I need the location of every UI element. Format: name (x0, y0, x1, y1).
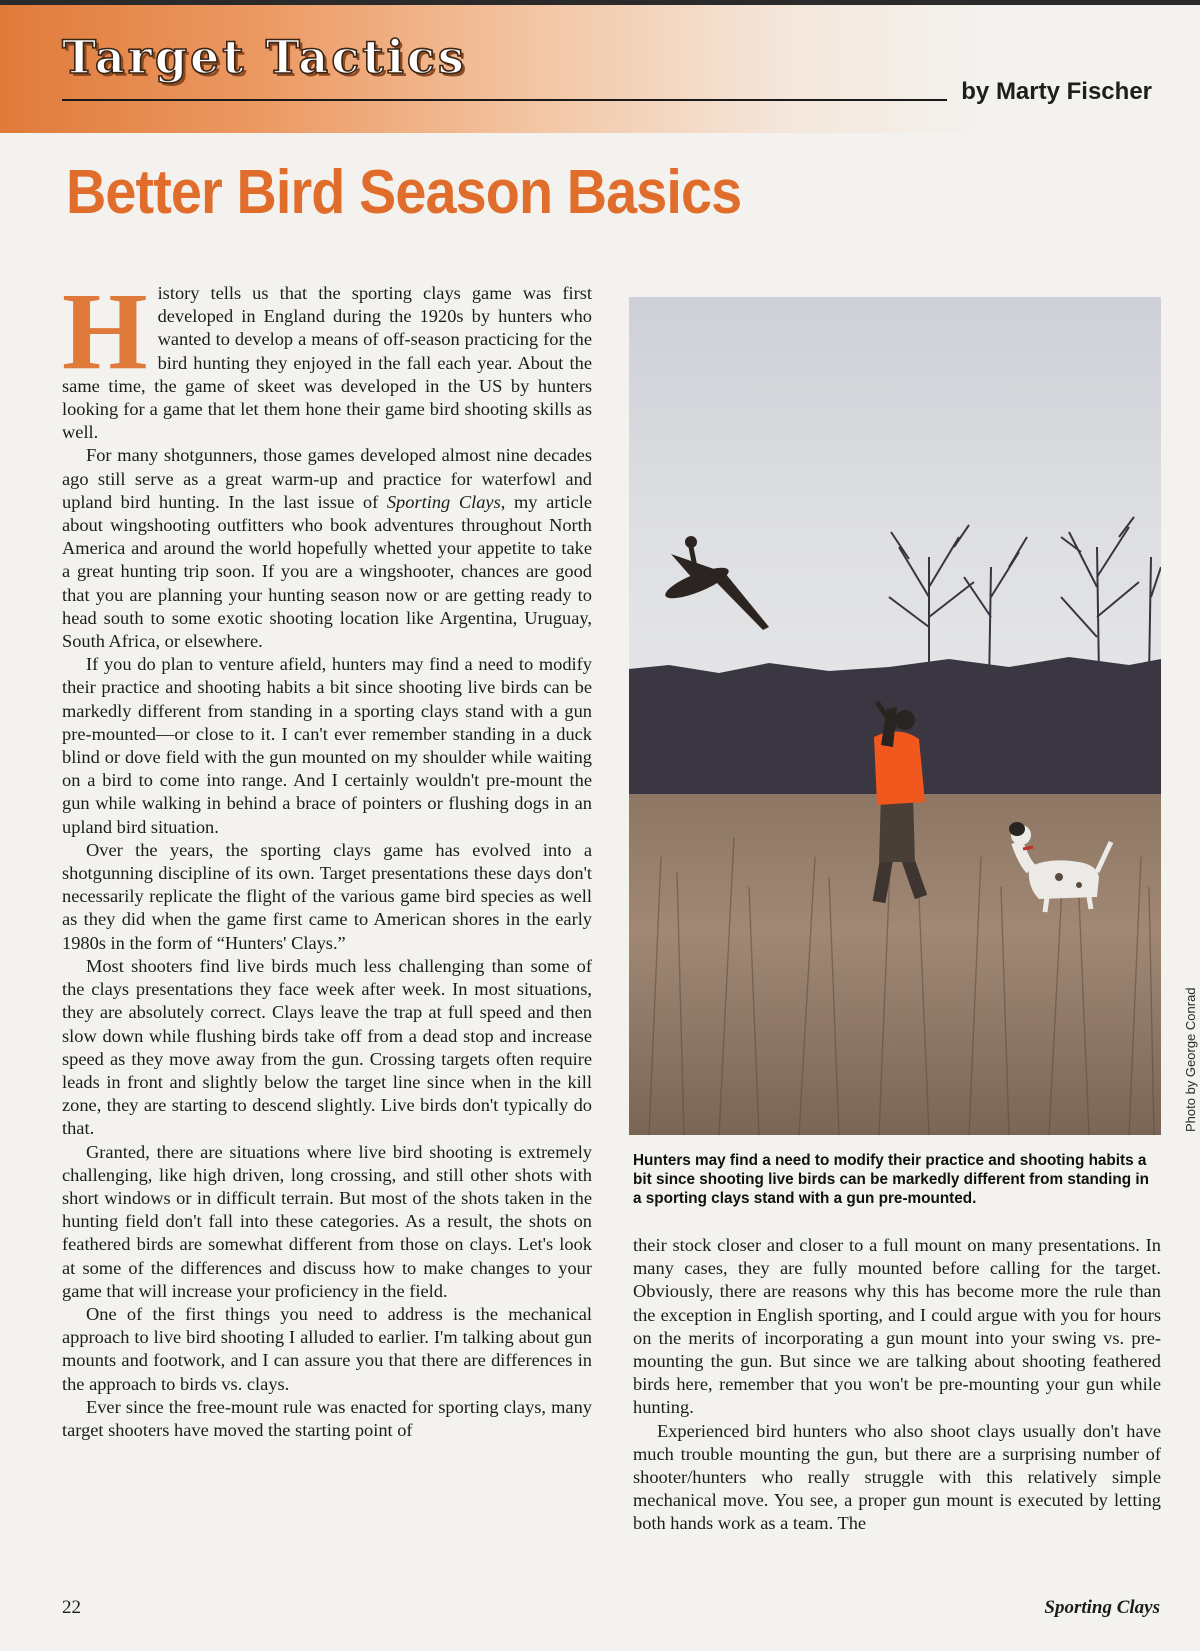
article-paragraph (62, 270, 592, 444)
bare-trees (889, 517, 1161, 687)
page-number: 22 (62, 1597, 81, 1618)
article-paragraph: Granted, there are situations where live bird shooting is extremely challenging, like high driven, long crossing, and still other shots with short windows or in difficult terrain. But most of the shots taken in the hunting field don't fall into these categories. As a result, the shots on feathered birds are somewhat different from those on clays. Let's look at some of the differences and discuss how to make changes to your game that will increase your proficiency in the field. (62, 1141, 592, 1301)
article-paragraph (62, 444, 592, 653)
article-paragraph: Experienced bird hunters who also shoot clays usually don't have much trouble mounting the gun, but there are a surprising number of shooter/hunters who really struggle with this relatively simple mechanical move. You see, a proper gun mount is executed by letting both hands work as a team. The (633, 1420, 1161, 1534)
article-paragraph: If you do plan to venture afield, hunters may find a need to modify their practice and shooting habits a bit since shooting live birds can be markedly different from standing in a sporting clays stand with a gun pre-mounted—or close to it. I can't ever remember standing in a duck blind or dove field with the gun mounted on my shoulder while waiting on a bird to come into range. And I certainly wouldn't pre-mount the gun while walking in behind a brace of pointers or flushing dogs in an upland bird situation. (62, 654, 592, 837)
article-headline: Better Bird Season Basics (66, 158, 742, 227)
article-paragraph: One of the first things you need to address is the mechanical approach to live bird shooting I alluded to earlier. I'm talking about gun mounts and footwork, and I can assure you that there are differences in the approach to birds vs. clays. (62, 1303, 592, 1394)
paragraph-text: istory tells us that the sporting clays game was first developed in England during the 1920s by hunters who wanted to develop a means of off-season practicing for the bird hunting they enjoyed in the fall each year. About the same time, the game of skeet was developed in the US by hunters looking for a game that let them hone their game bird shooting skills as well. (62, 283, 592, 443)
hunting-photo (629, 297, 1161, 1135)
article-paragraph: Over the years, the sporting clays game has evolved into a shotgunning discipline of its own. Target presentations these days don't necessarily replicate the flight of the various game bird species as well as they did when the game first came to American shores in the early 1980s in the form of “Hunters' Clays.” (62, 839, 592, 953)
drop-cap: H (62, 270, 148, 392)
byline: by Marty Fischer (961, 78, 1152, 105)
article-paragraph: Most shooters find live birds much less challenging than some of the clays presentations they face week after week. In most situations, they are absolutely correct. Clays leave the trap at full speed and then slow down while flushing birds take off from a dead stop and increase speed as they move away from the gun. Crossing targets often require leads in front and slightly below the target line since when in the kill zone, they are starting to descend slightly. Live birds don't typically do that. (62, 955, 592, 1139)
article-paragraph: their stock closer and closer to a full mount on many presentations. In many cases, they are fully mounted before calling for the target. Obviously, there are reasons why this has become more the rule than the exception in English sporting, and I could argue with you for hours on the merits of incorporating a gun mount into your swing vs. pre-mounting the gun. But since we are talking about shooting feathered birds here, remember that you won't be pre-mounting your gun while hunting. (633, 1235, 1161, 1418)
photo-caption: Hunters may find a need to modify their practice and shooting habits a bit since shooting live birds can be markedly different from standing in a sporting clays stand with a gun pre-mounted. (633, 1152, 1149, 1207)
title-rule (62, 99, 947, 101)
paragraph-text: , my article about wingshooting outfitters who book adventures throughout North America and around the world hopefully whetted your appetite to take a great hunting trip soon. If you are a wingshooter, chances are good that you are planning your hunting season now or are getting ready to head south to some exotic shooting location like Argentina, Uruguay, South Africa, or elsewhere. (62, 491, 593, 652)
magazine-reference: Sporting Clays (386, 491, 501, 512)
photo-credit: Photo by George Conrad (1183, 987, 1198, 1132)
article-column-left (62, 270, 593, 1442)
paragraph-text: For many shotgunners, those games developed almost nine decades ago still serve as a great warm-up and practice for waterfowl and upland bird hunting. In the last issue of (62, 445, 592, 512)
magazine-name: Sporting Clays (1044, 1597, 1160, 1618)
article-paragraph: Ever since the free-mount rule was enacted for sporting clays, many target shooters have moved the starting point of (62, 1396, 592, 1440)
pheasant (662, 536, 769, 630)
column-title: Target Tactics (62, 30, 467, 84)
article-column-right (633, 1234, 1161, 1536)
